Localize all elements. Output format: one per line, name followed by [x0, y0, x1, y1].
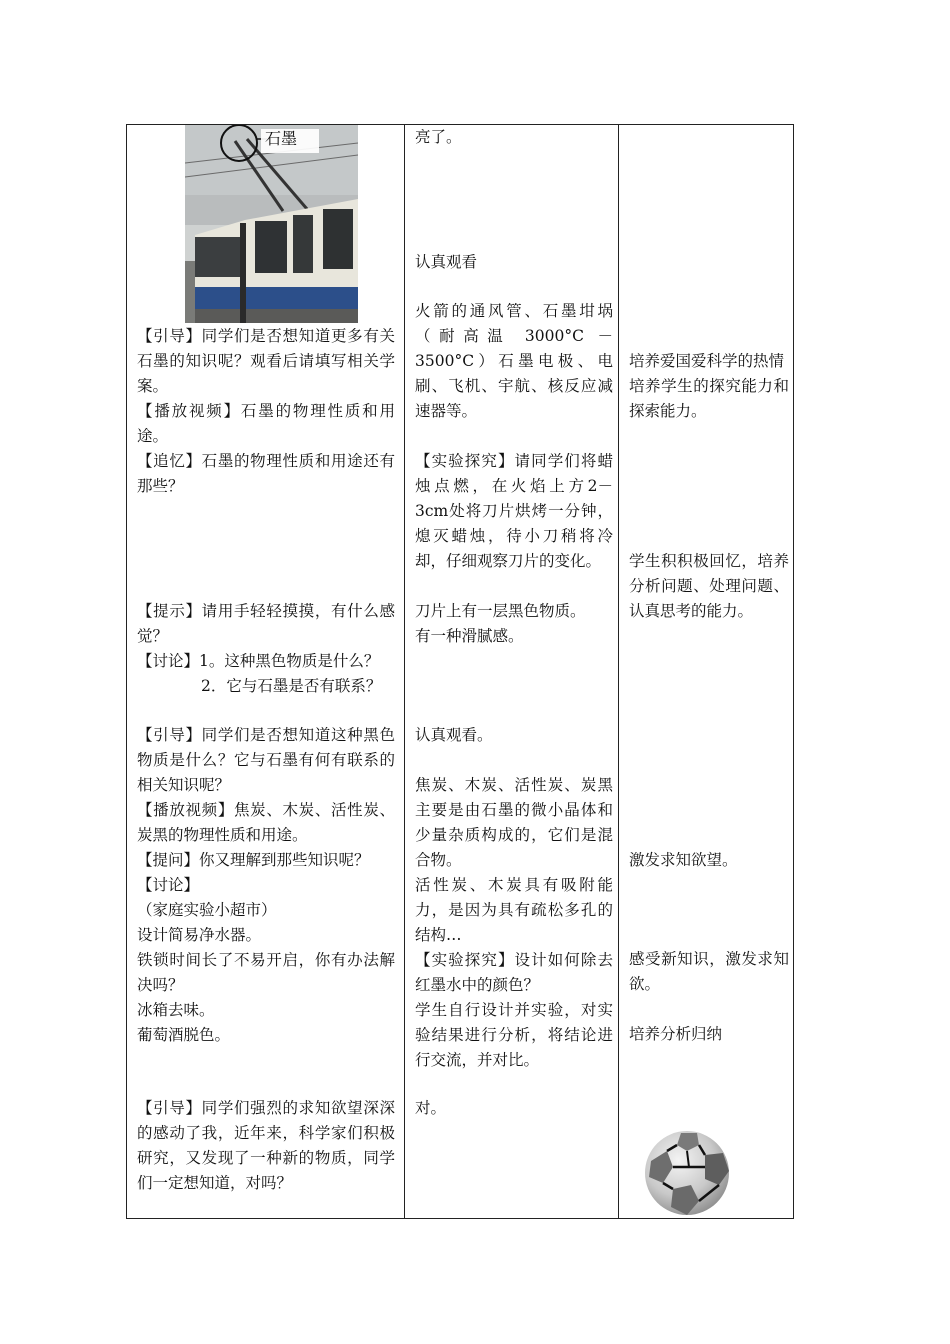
- recall-text: 【追忆】石墨的物理性质和用途还有那些？: [137, 452, 395, 495]
- intent-line: 培养分析归纳: [629, 1025, 723, 1043]
- observation-line: 刀片上有一层黑色物质。: [415, 602, 586, 620]
- experiment-text: 【实验探究】请同学们将蜡烛点燃，在火焰上方2－3cm处将刀片烘烤一分钟，熄灭蜡烛，待小刀稍将冷却，仔细观察刀片的变化。: [415, 452, 613, 570]
- discussion-q1: 【讨论】1。这种黑色物质是什么？: [137, 652, 380, 670]
- discussion-q2: 2．它与石墨是否有联系？: [201, 677, 382, 695]
- c60-molecule-image: [643, 1127, 731, 1219]
- intent-e: [629, 1022, 789, 1047]
- design-intent-column: [619, 125, 793, 1218]
- fact-text: 活性炭、木炭具有吸附能力，是因为具有疏松多孔的结构…: [415, 876, 613, 944]
- trolleybus-photo: [185, 125, 358, 323]
- question-text: 【提问】你又理解到那些知识呢？: [137, 851, 370, 869]
- video-text-2: 【播放视频】焦炭、木炭、活性炭、炭黑的物理性质和用途。: [137, 801, 395, 844]
- answer-line: 对。: [415, 1099, 447, 1117]
- home-lab-item: 设计简易净水器。: [137, 926, 262, 944]
- teacher-activity-column: [127, 125, 404, 1218]
- intro-text-3: 【引导】同学们强烈的求知欲望深深的感动了我，近年来，科学家们积极研究，又发现了一种新的物质，同学们一定想知道，对吗？: [137, 1099, 395, 1192]
- carbon-facts: [415, 773, 613, 1073]
- section-coke-charcoal: [137, 723, 395, 1048]
- watch-line: 认真观看: [415, 253, 478, 271]
- lesson-plan-table: [126, 124, 794, 1219]
- intent-line: 激发求知欲望。: [629, 851, 738, 869]
- intent-d: [629, 947, 789, 997]
- video-text: 【播放视频】石墨的物理性质和用途。: [137, 402, 395, 445]
- fact-text: 学生自行设计并实验，对实验结果进行分析，将结论进行交流，并对比。: [415, 1001, 613, 1069]
- intent-a: [629, 349, 789, 424]
- watch-text-2: [415, 723, 613, 748]
- uses-text: 火箭的通风管、石墨坩埚（耐高温 3000°C －3500°C）石墨电极、电刷、飞机、宇航、核反应减速器等。: [415, 302, 613, 420]
- graphite-label: 石墨: [265, 129, 298, 148]
- intent-line: 培养学生的探究能力和探索能力。: [629, 377, 789, 420]
- hint-text: 【提示】请用手轻轻摸摸，有什么感觉？: [137, 602, 395, 645]
- discussion-label: 【讨论】: [137, 876, 200, 894]
- candle-experiment: [415, 449, 613, 574]
- section-hint-discussion: [137, 599, 395, 699]
- home-lab-title: （家庭实验小超市）: [137, 901, 277, 919]
- home-lab-item: 冰箱去味。: [137, 1001, 215, 1019]
- observation: [415, 599, 613, 649]
- watch-text: [415, 250, 613, 275]
- intro-text: 【引导】同学们是否想知道更多有关石墨的知识呢？观看后请填写相关学案。: [137, 327, 395, 395]
- intent-line: 培养爱国爱科学的热情: [629, 352, 785, 370]
- fullerene-ball-icon: [643, 1127, 731, 1219]
- continued-text: [415, 125, 613, 150]
- intro-text-2: 【引导】同学们是否想知道这种黑色物质是什么？它与石墨有何有联系的相关知识呢？: [137, 726, 395, 794]
- observation-line: 有一种滑腻感。: [415, 627, 524, 645]
- trolleybus-graphite-image: [185, 125, 358, 323]
- student-activity-column: [405, 125, 618, 1218]
- graphite-uses: [415, 299, 613, 424]
- home-lab-item: 葡萄酒脱色。: [137, 1026, 231, 1044]
- section-new-substance: [137, 1096, 395, 1196]
- intent-c: [629, 848, 789, 873]
- intent-line: 感受新知识，激发求知欲。: [629, 950, 789, 993]
- answer-text: [415, 1096, 613, 1121]
- experiment-text-2: 【实验探究】设计如何除去红墨水中的颜色？: [415, 951, 613, 994]
- continued-line: 亮了。: [415, 128, 462, 146]
- home-lab-item: 铁锁时间长了不易开启，你有办法解决吗？: [137, 951, 395, 994]
- section-intro-graphite: [137, 324, 395, 499]
- watch-line: 认真观看。: [415, 726, 493, 744]
- intent-b: [629, 549, 789, 624]
- fact-text: 焦炭、木炭、活性炭、炭黑主要是由石墨的微小晶体和少量杂质构成的，它们是混合物。: [415, 776, 613, 869]
- intent-line: 学生积积极回忆，培养分析问题、处理问题、认真思考的能力。: [629, 552, 789, 620]
